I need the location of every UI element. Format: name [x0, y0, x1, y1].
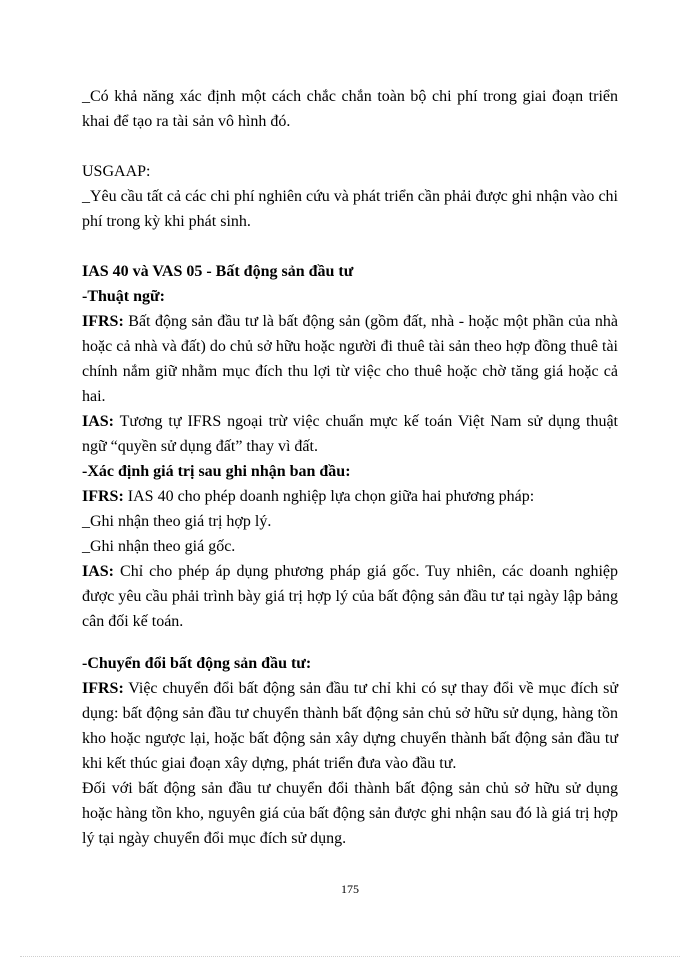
spacer: [82, 234, 618, 259]
measurement-heading: -Xác định giá trị sau ghi nhận ban đầu:: [82, 463, 351, 480]
section-title: IAS 40 và VAS 05 - Bất động sản đầu tư: [82, 263, 354, 280]
ifrs-text: IAS 40 cho phép doanh nghiệp lựa chọn giữa hai phương pháp:: [123, 488, 535, 505]
measurement-ias-paragraph: [82, 559, 618, 634]
measurement-ifrs-paragraph: [82, 484, 618, 509]
document-page: [82, 84, 618, 851]
ias-label: IAS:: [82, 413, 115, 430]
ias-label: IAS:: [82, 563, 115, 580]
spacer: [82, 634, 618, 651]
page-bottom-divider: [20, 956, 680, 957]
ifrs-text: Bất động sản đầu tư là bất động sản (gồm đất, nhà - hoặc một phần của nhà hoặc cả nhà và đất) do chủ sở hữu hoặc người đi thuê tài sản theo hợp đồng thuê tài chính nắm giữ nhằm mục đích thu lợi từ việc cho thuê hoặc chờ tăng giá hoặc cả hai.: [82, 313, 618, 405]
usgaap-heading: USGAAP:: [82, 163, 151, 180]
transfer-paragraph: Đối với bất động sản đầu tư chuyển đổi thành bất động sản chủ sở hữu sử dụng hoặc hàng tồn kho, nguyên giá của bất động sản được ghi nhận sau đó là giá trị hợp lý tại ngày chuyển đổi mục đích sử dụng.: [82, 780, 618, 847]
spacer: [82, 134, 618, 159]
ias-text: Chỉ cho phép áp dụng phương pháp giá gốc. Tuy nhiên, các doanh nghiệp được yêu cầu phải trình bày giá trị hợp lý của bất động sản đầu tư tại ngày lập bảng cân đối kế toán.: [82, 563, 618, 630]
transfer-heading: -Chuyển đổi bất động sản đầu tư:: [82, 655, 312, 672]
ifrs-label: IFRS:: [82, 680, 124, 697]
page-number: 175: [341, 882, 359, 896]
ifrs-text: Việc chuyển đổi bất động sản đầu tư chỉ khi có sự thay đổi về mục đích sử dụng: bất động sản đầu tư chuyển thành bất động sản chủ sở hữu sử dụng, hàng tồn kho hoặc ngược lại, hoặc bất động sản xây dựng chuyển thành bất động sản đầu tư khi kết thúc giai đoạn xây dựng, phát triển đưa vào đầu tư.: [82, 680, 618, 772]
ias-text: Tương tự IFRS ngoại trừ việc chuẩn mực kế toán Việt Nam sử dụng thuật ngữ “quyền sử dụng đất” thay vì đất.: [82, 413, 618, 455]
terminology-ias-paragraph: [82, 409, 618, 459]
measurement-option-cost: _Ghi nhận theo giá gốc.: [82, 538, 236, 555]
terminology-heading: -Thuật ngữ:: [82, 288, 165, 305]
ifrs-label: IFRS:: [82, 488, 124, 505]
usgaap-paragraph: _Yêu cầu tất cả các chi phí nghiên cứu và phát triển cần phải được ghi nhận vào chi phí trong kỳ khi phát sinh.: [82, 188, 618, 230]
ifrs-label: IFRS:: [82, 313, 124, 330]
measurement-option-fair-value: _Ghi nhận theo giá trị hợp lý.: [82, 513, 272, 530]
terminology-ifrs-paragraph: [82, 309, 618, 409]
transfer-ifrs-paragraph: [82, 676, 618, 776]
intro-paragraph: _Có khả năng xác định một cách chắc chắn toàn bộ chi phí trong giai đoạn triển khai để tạo ra tài sản vô hình đó.: [82, 88, 618, 130]
